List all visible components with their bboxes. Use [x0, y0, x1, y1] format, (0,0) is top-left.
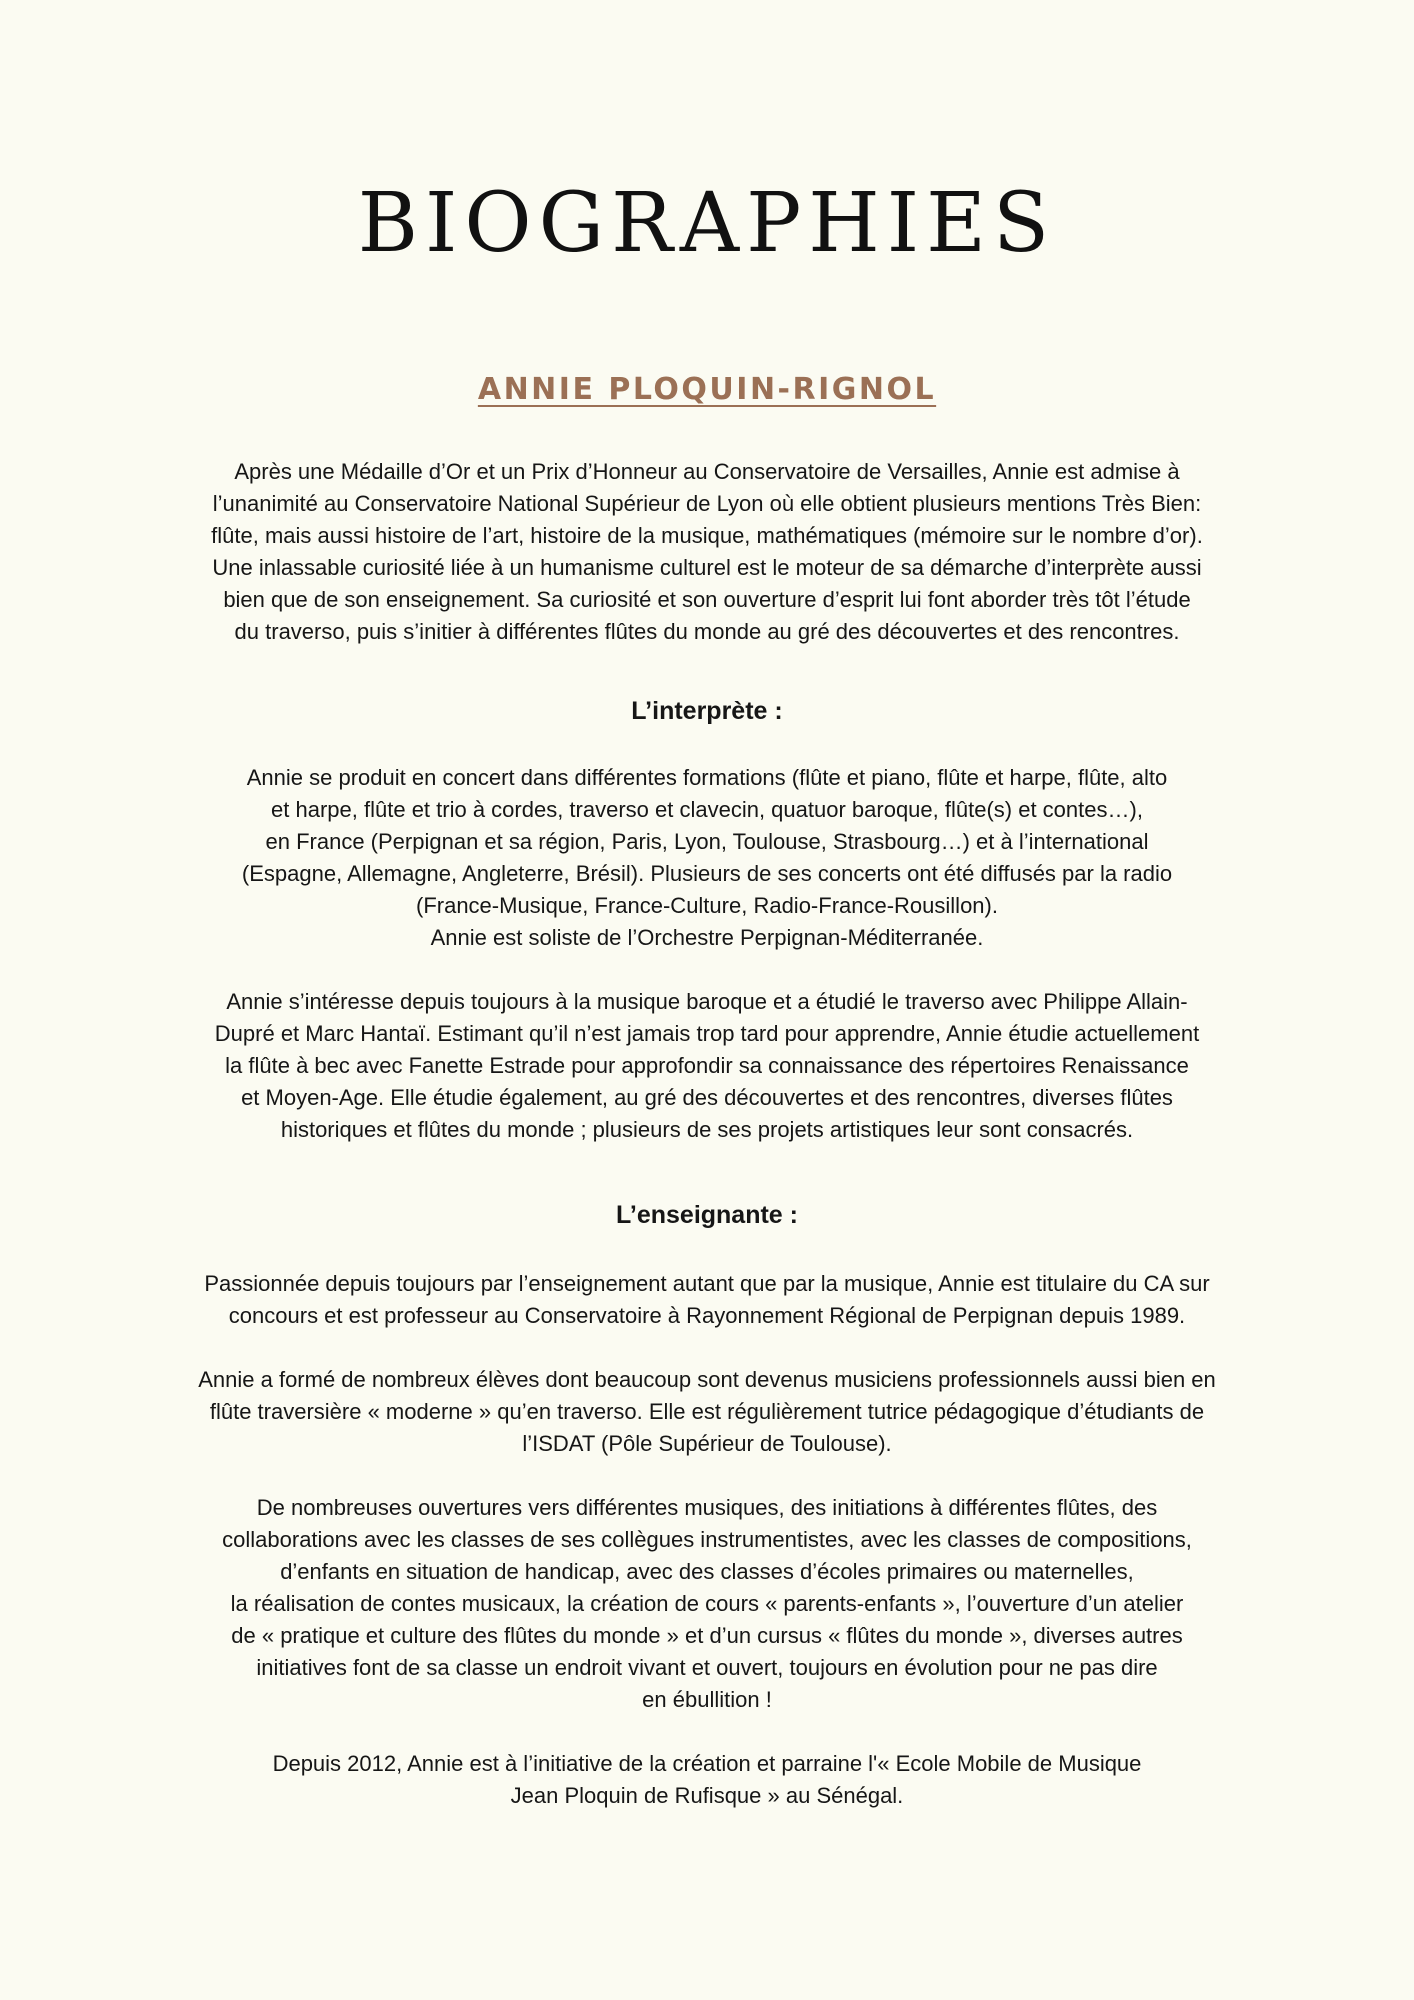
enseignante-paragraph-ecole-mobile: Depuis 2012, Annie est à l’initiative de la création et parraine l'« Ecole Mobile de Musique Jean Ploquin de Rufisque » au Sénégal.: [272, 1751, 1142, 1808]
interprete-heading: L’interprète :: [631, 697, 783, 725]
enseignante-heading: L’enseignante :: [616, 1201, 798, 1229]
page-title: BIOGRAPHIES: [357, 176, 1057, 271]
intro-paragraph: Après une Médaille d’Or et un Prix d’Honneur au Conservatoire de Versailles, Annie est admise à l’unanimité au Conservatoire National Supérieur de Lyon où elle obtient plusieurs mentions Très Bien: flûte, mais aussi histoire de l’art, histoire de la musique, mathématiques (mémoire sur le nombre d’or). Une inlassable curiosité liée à un humanisme culturel est le moteur de sa démarche d’interprète aussi bien que de son enseignement. Sa curiosité et son ouverture d’esprit lui font aborder très tôt l’étude du traverso, puis s’initier à différentes flûtes du monde au gré des découvertes et des rencontres.: [211, 459, 1203, 644]
enseignante-paragraph-ca: Passionnée depuis toujours par l’enseignement autant que par la musique, Annie est titulaire du CA sur concours et est professeur au Conservatoire à Rayonnement Régional de Perpignan depuis 1989.: [204, 1271, 1210, 1328]
person-name-heading: [0, 368, 1414, 412]
interprete-paragraph-baroque: Annie s’intéresse depuis toujours à la musique baroque et a étudié le traverso avec Philippe Allain- Dupré et Marc Hantaï. Estimant qu’il n’est jamais trop tard pour apprendre, Annie étudie actuellement la flûte à bec avec Fanette Estrade pour approfondir sa connaissance des répertoires Renaissance et Moyen-Age. Elle étudie également, au gré des découvertes et des rencontres, diverses flûtes historiques et flûtes du monde ; plusieurs de ses projets artistiques leur sont consacrés.: [214, 989, 1200, 1142]
interprete-paragraph-concerts: Annie se produit en concert dans différentes formations (flûte et piano, flûte et harpe, flûte, alto et harpe, flûte et trio à cordes, traverso et clavecin, quatuor baroque, flûte(s) et contes…), en France (Perpignan et sa région, Paris, Lyon, Toulouse, Strasbourg…) et à l’international (Espagne, Allemagne, Angleterre, Brésil). Plusieurs de ses concerts ont été diffusés par la radio (France-Musique, France-Culture, Radio-France-Rousillon). Annie est soliste de l’Orchestre Perpignan-Méditerranée.: [241, 765, 1173, 950]
enseignante-paragraph-eleves: Annie a formé de nombreux élèves dont beaucoup sont devenus musiciens professionnels aussi bien en flûte traversière « moderne » qu’en traverso. Elle est régulièrement tutrice pédagogique d’étudiants de l’ISDAT (Pôle Supérieur de Toulouse).: [198, 1367, 1216, 1456]
enseignante-paragraph-ouvertures: De nombreuses ouvertures vers différentes musiques, des initiations à différentes flûtes, des collaborations avec les classes de ses collègues instrumentistes, avec les classes de compositions, d’enfants en situation de handicap, avec des classes d’écoles primaires ou maternelles, la réalisation de contes musicaux, la création de cours « parents-enfants », l’ouverture d’un atelier de « pratique et culture des flûtes du monde » et d’un cursus « flûtes du monde », diverses autres initiatives font de sa classe un endroit vivant et ouvert, toujours en évolution pour ne pas dire en ébullition !: [222, 1495, 1192, 1712]
person-name: ANNIE PLOQUIN-RIGNOL: [477, 372, 937, 407]
